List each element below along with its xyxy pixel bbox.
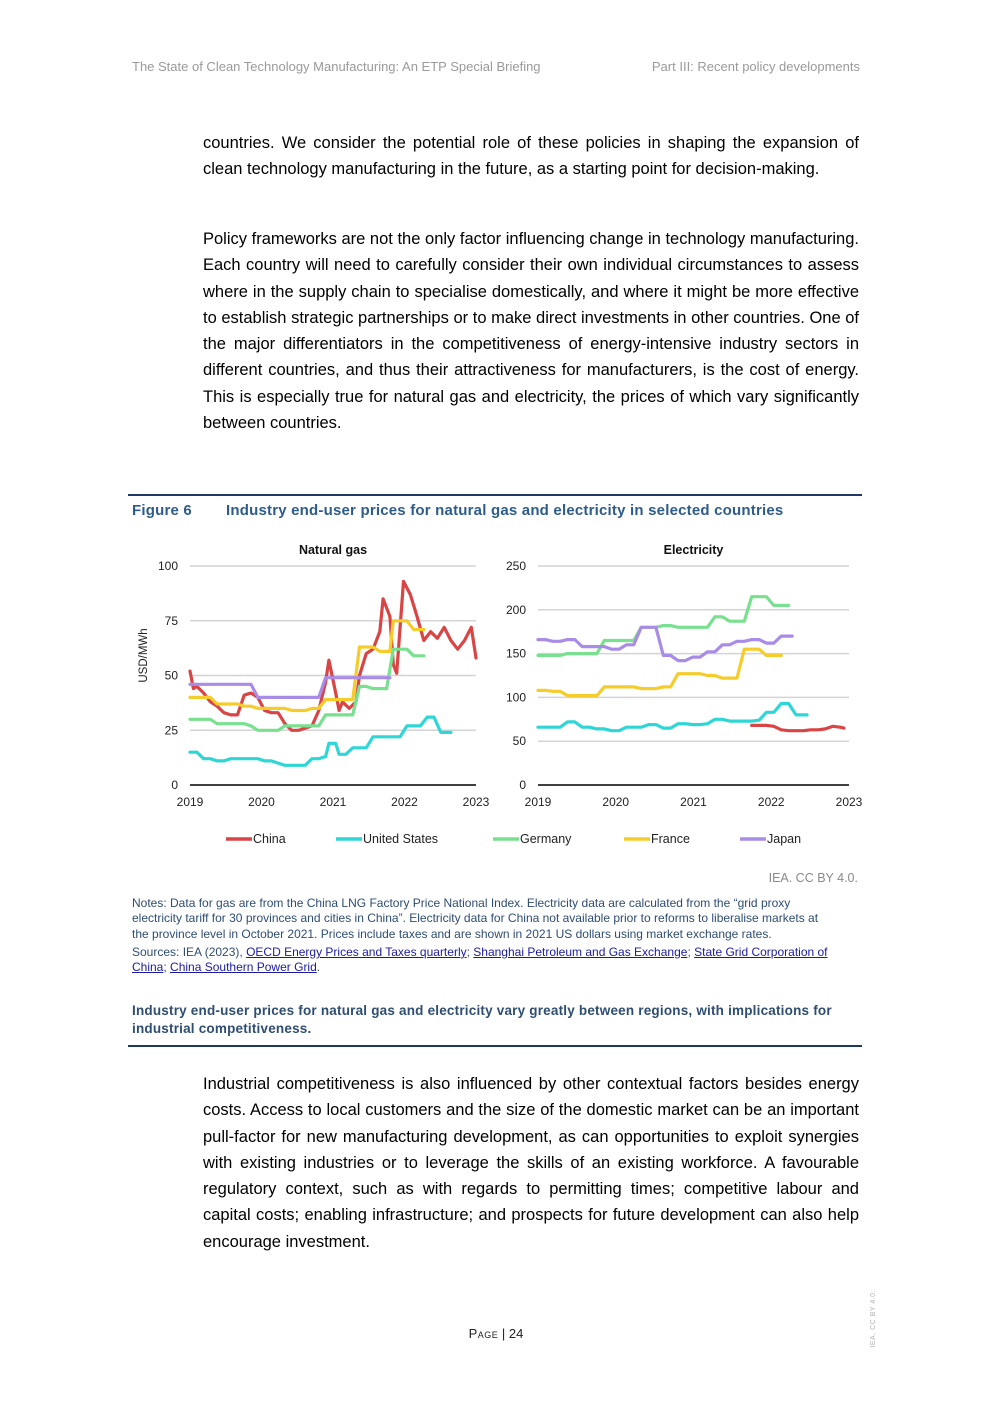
- elec-y-tick-label: 0: [519, 778, 526, 792]
- source-link-southern-grid[interactable]: China Southern Power Grid: [170, 960, 317, 975]
- elec-x-tick-label: 2021: [680, 795, 707, 809]
- header-left: The State of Clean Technology Manufacturing: An ETP Special Briefing: [132, 59, 541, 74]
- page-number: 24: [508, 1326, 524, 1341]
- elec-series-japan: [538, 627, 792, 660]
- notes-text: Notes: Data for gas are from the China LNG Factory Price National Index. Electricity data are calculated from the “grid proxy electricity tariff for 30 provinces and cities in China”. Electricity data for China not available prior to reforms to liberalise markets at the province level in October 2021. Prices include taxes and are shown in 2021 US dollars using market exchange rates.: [132, 896, 819, 941]
- legend-label-japan: Japan: [767, 832, 802, 846]
- side-watermark: IEA. CC BY 4.0.: [870, 1290, 877, 1348]
- figure-credit: IEA. CC BY 4.0.: [768, 871, 858, 885]
- legend-label-united-states: United States: [363, 832, 439, 846]
- elec-y-tick-label: 50: [512, 734, 526, 749]
- gas-x-tick-label: 2020: [248, 795, 275, 809]
- elec-y-tick-label: 250: [505, 559, 526, 573]
- figure-number: Figure 6: [132, 502, 192, 519]
- gas-y-tick-label: 0: [171, 778, 178, 792]
- figure-bottom-rule: [128, 1045, 862, 1047]
- header-right: Part III: Recent policy developments: [651, 59, 860, 74]
- elec-y-tick-label: 150: [505, 646, 526, 661]
- figure-title-text: Industry end-user prices for natural gas and electricity in selected countries: [226, 502, 784, 519]
- figure-title: [132, 502, 862, 519]
- source-link-state-grid[interactable]: State Grid Corporation of China: [132, 944, 828, 975]
- gas-chart-title: Natural gas: [298, 543, 368, 557]
- gas-x-tick-label: 2022: [391, 795, 418, 809]
- page-footer: Page | 24: [468, 1326, 524, 1341]
- elec-x-tick-label: 2023: [835, 795, 862, 809]
- paragraph-2: Policy frameworks are not the only factor influencing change in technology manufacturing. Each country will need to carefully consider their own individual circumstances to assess where in the supply chain to specialise domestically, and where it might be more effective to establish strategic partnerships or to make direct investments in other countries. One of the major differentiators in the competitiveness of energy-intensive industry sectors in different countries, and thus their attractiveness for manufacturers, is the cost of energy. This is especially true for natural gas and electricity, the prices of which vary significantly between countries.: [203, 230, 859, 433]
- legend-label-china: China: [253, 832, 286, 846]
- sources-label: Sources: IEA (2023),: [132, 944, 247, 959]
- gas-y-tick-label: 50: [164, 668, 178, 683]
- elec-y-tick-label: 200: [505, 602, 526, 617]
- gas-x-tick-label: 2023: [462, 795, 490, 809]
- gas-y-axis-label: USD/MWh: [138, 628, 150, 683]
- elec-y-tick-label: 100: [505, 690, 526, 705]
- gas-y-tick-label: 100: [157, 559, 178, 573]
- legend-label-france: France: [651, 832, 690, 846]
- sources-line: Sources: IEA (2023), OECD Energy Prices and Taxes quarterly; Shanghai Petroleum and Gas Exchange; State Grid Corporation of China; China Southern Power Grid.: [132, 944, 828, 975]
- gas-x-tick-label: 2021: [319, 795, 347, 809]
- gas-series-germany: [190, 649, 424, 730]
- legend-label-germany: Germany: [520, 832, 572, 846]
- figure-caption: Industry end-user prices for natural gas and electricity vary greatly between regions, with implications for industrial competitiveness.: [132, 1003, 832, 1036]
- elec-x-tick-label: 2022: [757, 795, 785, 809]
- elec-x-tick-label: 2019: [524, 795, 552, 809]
- gas-y-tick-label: 75: [164, 613, 178, 628]
- elec-series-china: [752, 725, 844, 730]
- figure-notes: [132, 896, 832, 975]
- gas-x-tick-label: 2019: [176, 795, 204, 809]
- elec-series-france: [538, 649, 781, 695]
- gas-y-tick-label: 25: [164, 723, 178, 738]
- elec-series-germany: [538, 597, 789, 656]
- elec-x-tick-label: 2020: [602, 795, 630, 809]
- source-link-shanghai[interactable]: Shanghai Petroleum and Gas Exchange: [473, 944, 688, 959]
- figure-top-rule: [128, 494, 862, 496]
- paragraph-3: Industrial competitiveness is also influenced by other contextual factors besides energy costs. Access to local customers and the size of the domestic market can be an important pull-factor for new manufacturing development, as can opportunities to exploit synergies with existing industries or to leverage the skills of an existing workforce. A favourable regulatory context, such as with regards to permitting times; competitive labour and capital costs; enabling infrastructure; and prospects for future development can also help encourage investment.: [203, 1075, 859, 1251]
- source-link-oecd[interactable]: OECD Energy Prices and Taxes quarterly: [246, 944, 467, 959]
- paragraph-1: countries. We consider the potential role of these policies in shaping the expansion of clean technology manufacturing in the future, as a starting point for decision-making.: [203, 134, 859, 179]
- gas-series-china: [190, 581, 476, 730]
- elec-chart-title: Electricity: [663, 543, 724, 557]
- figure-chart: [128, 532, 862, 862]
- page-label: Page: [468, 1326, 499, 1341]
